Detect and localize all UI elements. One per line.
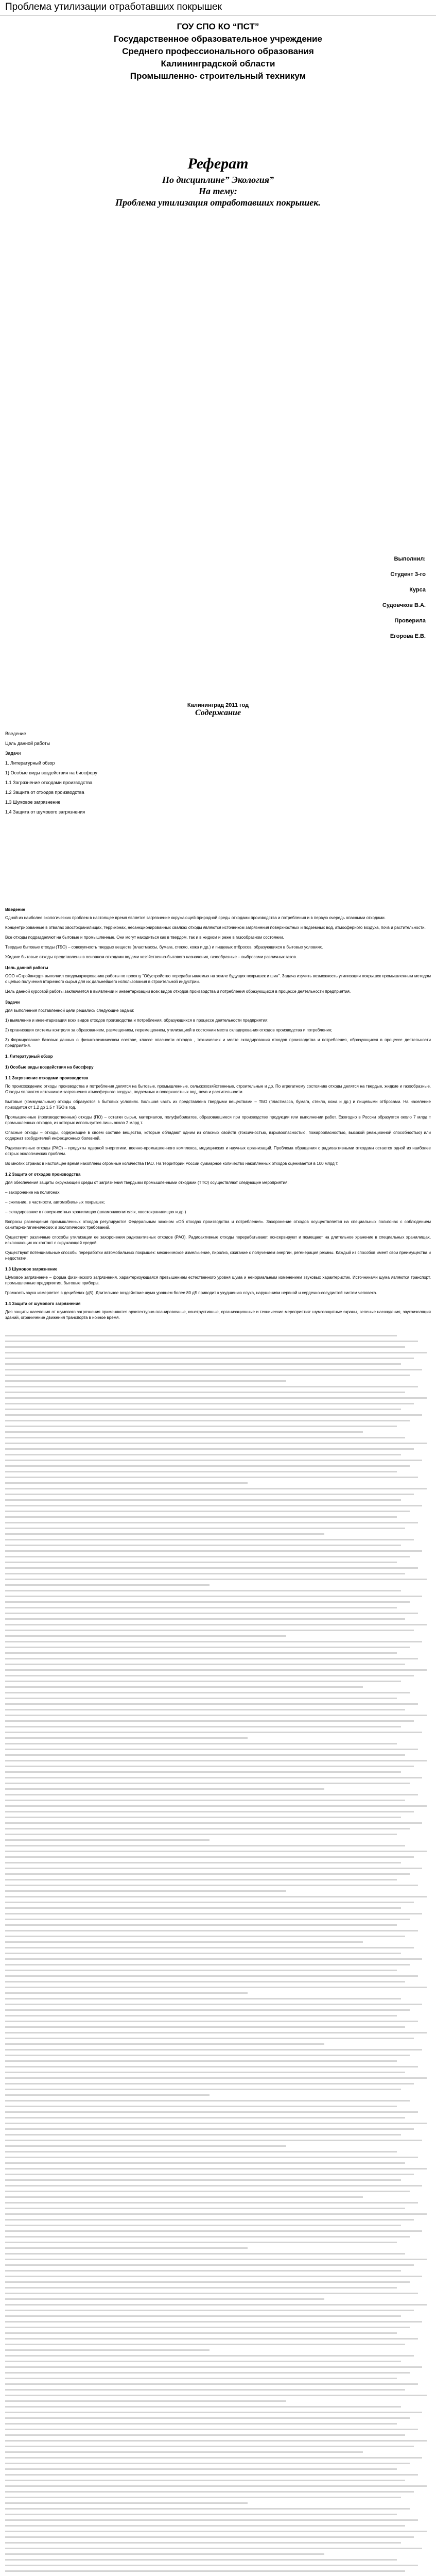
paragraph: Радиоактивные отходы (РАО) – продукты ядерной энергетики, военно-промышленного комплекса, медицинских и научных организаций. Проблема обращения с радиоактивными отходами остается одной из наиболее острых экологических проблем.	[5, 1146, 431, 1156]
text-line	[5, 2349, 210, 2351]
text-line	[5, 2100, 410, 2102]
text-line	[5, 1873, 410, 1875]
text-line	[5, 2468, 397, 2470]
text-line	[5, 2570, 405, 2572]
text-line	[5, 1426, 397, 1427]
text-line	[5, 2474, 418, 2476]
text-line	[5, 2548, 422, 2549]
text-line	[5, 1856, 414, 1858]
paragraph: Громкость звука измеряется в децибелах (дБ). Длительное воздействие шума уровнем более 80 дБ приводит к ухудшению слуха, нарушениям нервной и сердечно-сосудистой систем человека.	[5, 1291, 377, 1295]
city-year: Калининград 2011 год	[187, 702, 249, 708]
text-line	[5, 1420, 410, 1421]
text-line	[5, 2332, 397, 2334]
text-line	[5, 1635, 286, 1637]
text-line	[5, 1879, 397, 1880]
text-line	[5, 1771, 401, 1773]
text-line	[5, 1817, 401, 1818]
paragraph: Одной из наиболее экологических проблем в настоящее время является загрязнение окружающей природной среды отходами производства и потребления и в первую очередь опасными отходами.	[5, 916, 386, 920]
text-line	[5, 1658, 418, 1659]
text-line	[5, 1522, 418, 1523]
paragraph: Твердые бытовые отходы (ТБО) – совокупность твердых веществ (пластмассы, бумага, стекло, кожа и др.) и пищевых отбросов, образующихся в бытовых условиях.	[5, 945, 323, 950]
text-line	[5, 2038, 414, 2039]
text-line	[5, 2185, 422, 2187]
text-line	[5, 1647, 410, 1648]
text-line	[5, 1533, 324, 1535]
toc-item[interactable]: 1.2 Защита от отходов производства	[5, 790, 84, 795]
paragraph: Опасные отходы – отходы, содержащие в своем составе вещества, которые обладают одним из опасных свойств (токсичностью, взрывоопасностью, пожароопасностью, высокой реакционной способностью) или содержат возбудителей инфекционных болезней.	[5, 1130, 431, 1141]
text-line	[5, 1392, 405, 1393]
text-line	[5, 2015, 397, 2016]
section-heading: Задачи	[5, 1000, 20, 1005]
text-line	[5, 2463, 410, 2464]
document-body	[5, 902, 431, 1325]
text-line	[5, 2225, 401, 2226]
text-line	[5, 2361, 401, 2362]
text-line	[5, 1794, 418, 1795]
list-item: – складирование в поверхностных хранилищах (шламонакопителях, хвостохранилищах и др.)	[5, 1210, 186, 1214]
signer-line: Курса	[409, 587, 426, 593]
text-line	[5, 1624, 427, 1625]
text-line	[5, 2491, 414, 2493]
signer-line: Выполнил:	[394, 556, 426, 562]
text-line	[5, 2236, 410, 2238]
text-line	[5, 1749, 418, 1750]
text-line	[5, 2315, 401, 2317]
text-line	[5, 2429, 418, 2430]
text-line	[5, 1732, 422, 1733]
text-line	[5, 1618, 405, 1620]
text-line	[5, 2004, 422, 2005]
signer-line: Егорова Е.В.	[390, 633, 426, 639]
text-line	[5, 1369, 422, 1370]
text-line	[5, 2230, 422, 2232]
topic-label: На тему:	[199, 186, 237, 196]
text-line	[5, 2168, 427, 2170]
text-line	[5, 1584, 210, 1586]
text-line	[5, 1516, 397, 1518]
text-line	[5, 1335, 397, 1336]
text-line	[5, 1726, 401, 1727]
text-line	[5, 1828, 410, 1829]
text-line	[5, 1777, 422, 1778]
text-line	[5, 1885, 418, 1886]
toc-item[interactable]: 1. Литературный обзор	[5, 760, 55, 766]
text-line	[5, 1902, 414, 1903]
text-line	[5, 2072, 405, 2073]
text-line	[5, 1488, 427, 1489]
text-line	[5, 1499, 401, 1501]
text-line	[5, 2423, 397, 2425]
text-line	[5, 1896, 427, 1897]
text-line	[5, 2060, 397, 2062]
paragraph: 2) организация системы контроля за образованием, размещением, перемещением, утилизацией в состоянии места складирования отходов производства и потребления;	[5, 1028, 333, 1032]
text-line	[5, 2281, 410, 2283]
text-line	[5, 2259, 427, 2260]
text-line	[5, 1539, 414, 1540]
text-line	[5, 1800, 405, 1801]
text-line	[5, 2440, 427, 2442]
paragraph: Для обеспечения защиты окружающей среды от загрязнения твердыми промышленными отходами (ТПО) осуществляют следующие мероприятия:	[5, 1180, 289, 1185]
text-line	[5, 2559, 397, 2561]
text-line	[5, 1783, 410, 1784]
paragraph: Шумовое загрязнение – форма физического загрязнения, характеризующаяся превышением естественного уровня шума и ненормальным изменением звуковых характеристик. Источниками шума являются транспорт, промышленные предприятия, бытовые приборы.	[5, 1275, 431, 1285]
text-line	[5, 2536, 414, 2538]
cover-page	[0, 21, 436, 208]
text-line	[5, 1924, 397, 1926]
text-line	[5, 1766, 414, 1767]
text-line	[5, 2094, 210, 2096]
text-line	[5, 1550, 422, 1552]
paragraph: Жидкие бытовые отходы представлены в основном отходами водами хозяйственно-бытового назначения, газообразные – выбросами различных газов.	[5, 955, 297, 959]
text-line	[5, 1471, 397, 1472]
text-line	[5, 2327, 410, 2328]
text-line	[5, 2310, 414, 2311]
paragraph: Существуют потенциальные способы переработки автомобильных покрышек: механическое измельчение, пиролиз, сжигание с получением энергии, регенерация резины. Каждый из способов имеет свои преимущества и недостатки.	[5, 1250, 431, 1261]
text-line	[5, 2242, 397, 2243]
text-line	[5, 1403, 414, 1404]
text-line	[5, 2355, 414, 2357]
text-line	[5, 1958, 422, 1960]
paragraph: Вопросы размещения промышленных отходов регулируются Федеральным законом «Об отходах производства и потребления». Захоронение отходов осуществляется на специальных полигонах с соблюдением санитарно-гигиенических и экологических требований.	[5, 1219, 431, 1230]
paragraph: Для защиты населения от шумового загрязнения применяются архитектурно-планировочные, конструктивные, организационные и технические мероприятия: шумозащитные экраны, зеленые насаждения, звукоизоляция зданий, ограничение движения транспорта в ночное время.	[5, 1310, 431, 1320]
text-line	[5, 2480, 405, 2481]
text-line	[5, 1987, 427, 1988]
list-item: – сжигание, в частности, автомобильных покрышек;	[5, 1200, 105, 1205]
text-line	[5, 2213, 427, 2215]
text-line	[5, 1556, 410, 1557]
text-line	[5, 1805, 427, 1807]
text-line	[5, 2032, 427, 2033]
text-line	[5, 1641, 422, 1642]
text-line	[5, 1822, 422, 1824]
org-line: Промышленно- строительный техникум	[130, 71, 306, 81]
text-line	[5, 2508, 410, 2510]
text-line	[5, 2395, 427, 2396]
text-line	[5, 2565, 418, 2566]
text-line	[5, 1698, 397, 1699]
org-line: Калининградской области	[161, 59, 275, 69]
section-heading: 1.2 Защита от отходов производства	[5, 1172, 81, 1177]
text-line	[5, 1573, 405, 1574]
text-line	[5, 1477, 418, 1478]
text-line	[5, 2202, 418, 2204]
text-line	[5, 1681, 401, 1682]
text-line	[5, 2123, 427, 2124]
text-line	[5, 1913, 422, 1914]
text-line	[5, 1839, 210, 1841]
text-line	[5, 1505, 422, 1506]
text-line	[5, 1845, 405, 1846]
doc-type: Реферат	[187, 155, 249, 172]
text-line	[5, 1494, 414, 1495]
text-line	[5, 1431, 363, 1433]
text-line	[5, 2497, 401, 2498]
text-line	[5, 2026, 405, 2028]
window-title: Проблема утилизации отработавших покрышек	[5, 2, 222, 12]
text-line	[5, 1692, 410, 1693]
text-line	[5, 2287, 397, 2289]
text-line	[5, 2009, 410, 2011]
text-line	[5, 1613, 418, 1614]
text-line	[5, 1834, 397, 1835]
text-line	[5, 1686, 363, 1688]
topic: Проблема утилизация отработавших покрышек.	[115, 197, 321, 208]
text-line	[5, 1590, 401, 1591]
text-line	[5, 2179, 401, 2181]
text-line	[5, 1930, 418, 1931]
text-line	[5, 1936, 405, 1937]
text-line	[5, 1346, 405, 1348]
text-line	[5, 1919, 410, 1920]
text-line	[5, 2128, 414, 2130]
text-line	[5, 1788, 324, 1790]
text-line	[5, 2400, 286, 2402]
text-line	[5, 2304, 427, 2306]
text-line	[5, 1579, 427, 1580]
text-line	[5, 1664, 405, 1665]
text-line	[5, 2140, 422, 2141]
text-line	[5, 2412, 422, 2413]
text-line	[5, 2219, 414, 2221]
text-line	[5, 2321, 422, 2323]
text-line	[5, 1443, 427, 1444]
text-line	[5, 1386, 418, 1387]
org-line: Среднего профессионального образования	[122, 46, 314, 56]
text-line	[5, 1941, 363, 1943]
text-line	[5, 1630, 414, 1631]
text-line	[5, 2372, 410, 2374]
paragraph: Существует различные способы утилизации ее захоронения радиоактивных отходов (РАО). Радиоактивные отходы перерабатывают, консервируют и помещают на длительное хранение в специальных хранилищах, исключающих их контакт с окружающей средой.	[5, 1235, 431, 1245]
toc-title: Содержание	[195, 708, 241, 717]
text-line	[5, 1528, 405, 1529]
text-line	[5, 1380, 286, 1382]
text-line	[5, 1703, 418, 1705]
paragraph: 3) Формирование базовых данных о физико-химическом составе, классе опасности отходов , технических и месте складирования отходов производства и потребления, образующихся в процессе деятельности предприятия.	[5, 1038, 431, 1048]
paragraph: Бытовые (коммунальные) отходы образуются в бытовых условиях. Большая часть их представлена твердыми веществами – ТБО (пластмасса, бумага, стекло, кожа и др.) и пищевыми отбросами. На население приходится от 1,2 до 1,5 т ТБО в год.	[5, 1099, 431, 1110]
text-line	[5, 2270, 401, 2272]
toc-item[interactable]: Задачи	[5, 751, 21, 756]
paragraph: ООО «Стройвнедр» выполнил сводомаркированию работы по проекту "Обустройство перерабатываемых на земле будущих покрышек и шин". Задача изучить возможность утилизации покрышек промышленным методом с целью получения вторичного сырья для их дальнейшего использования в строительной индустрии.	[5, 974, 431, 984]
text-line	[5, 2542, 401, 2544]
text-line	[5, 2049, 422, 2050]
toc-item[interactable]: 1.3 Шумовое загрязнение	[5, 800, 61, 805]
text-line	[5, 2298, 324, 2300]
text-line	[5, 1596, 422, 1597]
text-line	[5, 2174, 414, 2175]
text-line	[5, 1454, 401, 1455]
text-line	[5, 1363, 401, 1365]
text-line	[5, 2191, 410, 2192]
text-line	[5, 1992, 248, 1994]
text-line	[5, 1358, 414, 1359]
text-line	[5, 1811, 414, 1812]
signer-line: Судовчков В.А.	[382, 602, 426, 608]
text-line	[5, 2208, 405, 2209]
text-line	[5, 1947, 414, 1948]
section-heading: 1) Особые виды воздействия на биосферу	[5, 1065, 94, 1070]
text-line	[5, 1607, 397, 1608]
text-line	[5, 1890, 286, 1892]
text-lines-filler	[5, 1331, 431, 2576]
text-line	[5, 2162, 405, 2164]
signers-block	[382, 551, 426, 644]
text-line	[5, 2383, 418, 2385]
discipline: По дисциплине” Экология”	[162, 175, 274, 185]
text-line	[5, 2457, 422, 2459]
text-line	[5, 1437, 405, 1438]
text-line	[5, 1675, 414, 1676]
text-line	[5, 1715, 427, 1716]
title-divider	[0, 15, 436, 16]
text-line	[5, 2338, 418, 2340]
text-line	[5, 1743, 397, 1744]
org-line: Государственное образовательное учреждение	[114, 34, 322, 44]
text-line	[5, 2531, 427, 2532]
text-line	[5, 2083, 414, 2084]
text-line	[5, 2446, 414, 2447]
table-of-contents	[5, 729, 97, 817]
signer-line: Студент 3-го	[390, 571, 426, 578]
text-line	[5, 2276, 422, 2277]
text-line	[5, 1567, 418, 1569]
text-line	[5, 2077, 427, 2079]
text-line	[5, 2293, 418, 2294]
text-line	[5, 1562, 397, 1563]
text-line	[5, 1414, 422, 1416]
text-line	[5, 2519, 418, 2521]
text-line	[5, 2021, 418, 2022]
text-line	[5, 1964, 410, 1965]
text-line	[5, 1975, 418, 1977]
text-line	[5, 2264, 414, 2266]
org-line: ГОУ СПО КО “ПСТ”	[177, 22, 259, 31]
paragraph: Концентрированные в отвалах хвостохранилищах, терриконах, несанкционированных свалках отходы являются источником загрязнения поверхностных и подземных вод, атмосферного воздуха, почв и растительности.	[5, 925, 426, 930]
paragraph: Для выполнения поставленной цели решались следующие задачи:	[5, 1008, 134, 1013]
section-heading: 1.1 Загрязнение отходами производства	[5, 1076, 89, 1080]
text-line	[5, 1482, 248, 1484]
text-line	[5, 2253, 405, 2255]
text-line	[5, 2344, 405, 2345]
text-line	[5, 2055, 410, 2056]
paragraph: 1) выявление и инвентаризация всех видов отходов производства и потребления, образующихся в процессе деятельности предприятия;	[5, 1018, 269, 1023]
section-heading: 1.3 Шумовое загрязнение	[5, 1267, 58, 1272]
text-line	[5, 2485, 427, 2487]
text-line	[5, 2366, 422, 2368]
text-line	[5, 2502, 248, 2504]
text-line	[5, 2066, 418, 2067]
text-line	[5, 2151, 397, 2153]
text-line	[5, 1465, 410, 1467]
text-line	[5, 1851, 427, 1852]
paragraph: Промышленные (производственные) отходы (ПО) – остатки сырья, материалов, полуфабрикатов, образовавшиеся при производстве продукции или выполнении работ. Ежегодно в России образуется около 7 млрд т промышленных отходов, из которых используется лишь около 2 млрд т.	[5, 1115, 431, 1125]
section-heading: Цель данной работы	[5, 965, 48, 970]
toc-item[interactable]: Введение	[5, 731, 26, 736]
section-heading: Введение	[5, 907, 25, 912]
text-line	[5, 1511, 410, 1512]
text-line	[5, 2378, 397, 2379]
text-line	[5, 2145, 286, 2147]
text-line	[5, 1545, 401, 1546]
text-line	[5, 1970, 397, 1971]
text-line	[5, 1709, 405, 1710]
text-line	[5, 2089, 401, 2090]
text-line	[5, 1760, 427, 1761]
text-line	[5, 2389, 405, 2391]
text-line	[5, 1352, 427, 1353]
text-line	[5, 1953, 401, 1954]
text-line	[5, 2514, 397, 2515]
list-item: – захоронение на полигонах;	[5, 1190, 61, 1195]
text-line	[5, 1981, 405, 1982]
text-line	[5, 2417, 410, 2419]
text-line	[5, 2117, 405, 2119]
text-line	[5, 1341, 418, 1342]
text-line	[5, 1601, 410, 1603]
text-line	[5, 1397, 427, 1399]
text-line	[5, 2196, 363, 2198]
text-line	[5, 1754, 405, 1756]
text-line	[5, 1737, 248, 1739]
text-line	[5, 1448, 414, 1450]
text-line	[5, 2111, 418, 2113]
text-line	[5, 1409, 401, 1410]
toc-item[interactable]: 1) Особые виды воздействия на биосферу	[5, 770, 97, 775]
text-line	[5, 1669, 427, 1671]
section-heading: 1.4 Защита от шумового загрязнения	[5, 1301, 81, 1306]
paragraph: По происхождению отходы производства и потребления делятся на бытовые, промышленные, сельскохозяйственные, строительные и др. По агрегатному состоянию отходы делятся на твердые, жидкие и газообразные. Отходы являются источником загрязнения атмосферного воздуха, подземных и поверхностных вод, почв и растительности.	[5, 1084, 431, 1094]
toc-item[interactable]: 1.1 Загрязнение отходами производства	[5, 780, 93, 785]
text-line	[5, 2157, 418, 2158]
text-line	[5, 2106, 397, 2107]
text-line	[5, 2434, 405, 2436]
text-line	[5, 1868, 422, 1869]
paragraph: Цель данной курсовой работы заключается в выявлении и инвентаризации всех видов отходов производства и потребления образующихся в процессе деятельности предприятия.	[5, 989, 351, 994]
text-line	[5, 1998, 401, 1999]
text-line	[5, 2247, 248, 2249]
toc-item[interactable]: 1.4 Защита от шумового загрязнения	[5, 809, 85, 815]
text-line	[5, 1460, 422, 1461]
text-line	[5, 1907, 401, 1909]
signer-line: Проверила	[394, 618, 426, 624]
text-line	[5, 2553, 324, 2555]
text-line	[5, 1652, 397, 1654]
text-line	[5, 2406, 401, 2408]
section-heading: 1. Литературный обзор	[5, 1054, 53, 1059]
text-line	[5, 2451, 363, 2453]
paragraph: Во многих странах в настоящее время накоплены огромные количества ПАО. На территории России суммарное количество накопленных отходов оценивается в 100 млрд т.	[5, 1161, 339, 1166]
text-line	[5, 1720, 414, 1722]
text-line	[5, 2134, 401, 2136]
text-line	[5, 1862, 401, 1863]
toc-item[interactable]: Цель данной работы	[5, 741, 50, 746]
text-line	[5, 2525, 405, 2527]
text-line	[5, 1375, 410, 1376]
text-line	[5, 2043, 324, 2045]
paragraph: Все отходы подразделяют на бытовые и промышленные. Они могут находиться как в твердом, так и в жидком и реже в газообразном состоянии.	[5, 935, 284, 940]
